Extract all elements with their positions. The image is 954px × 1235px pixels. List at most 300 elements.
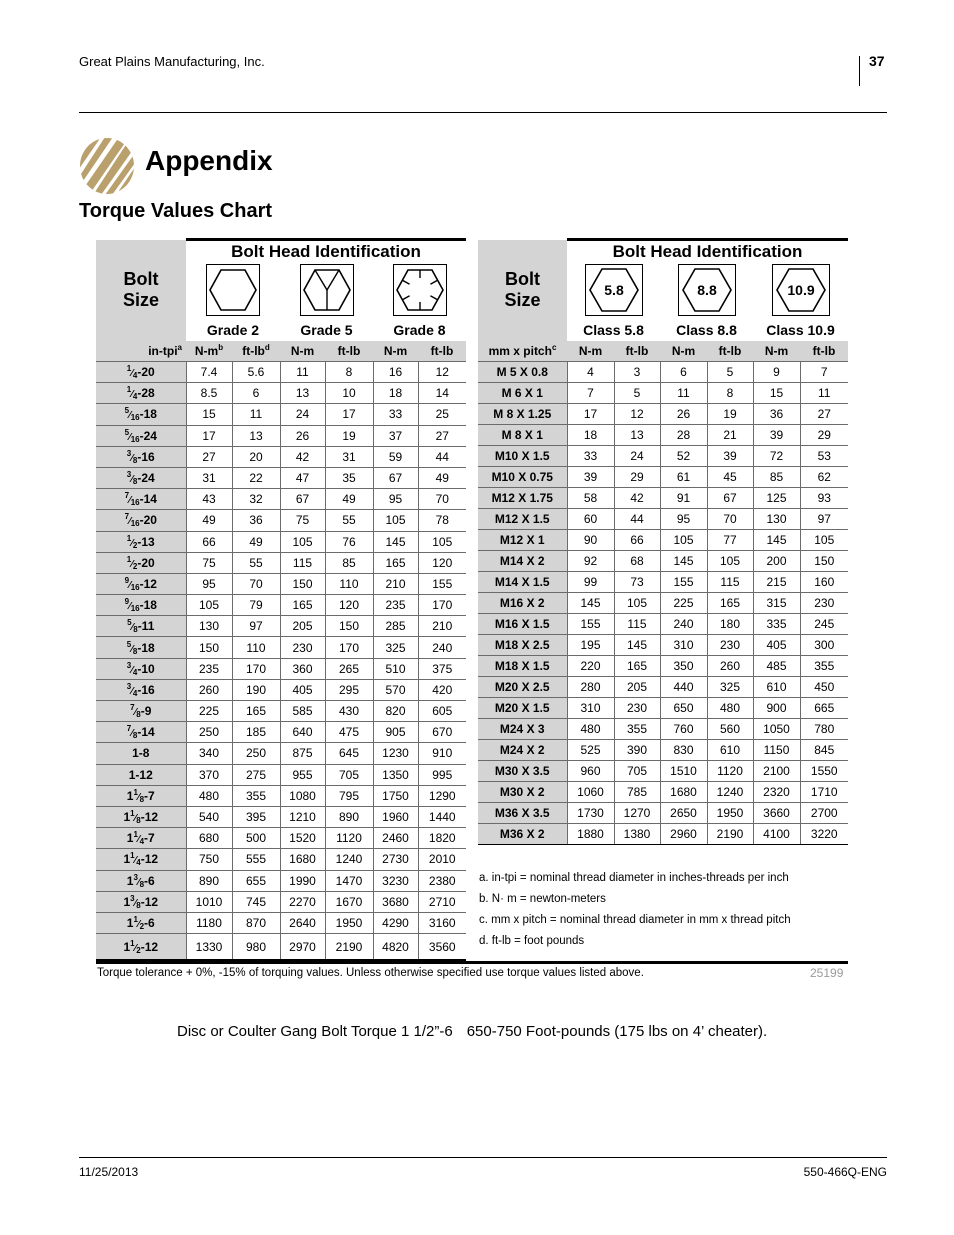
torque-value-cell: 115 (614, 614, 660, 635)
torque-value-cell: 39 (567, 467, 614, 488)
torque-value-cell: 60 (567, 509, 614, 530)
torque-value-cell: 1230 (373, 743, 418, 764)
torque-value-cell: 24 (614, 446, 660, 467)
torque-value-cell: 79 (232, 595, 280, 616)
torque-value-cell: 220 (567, 656, 614, 677)
metric-bolt-size-cell: M18 X 2.5 (478, 635, 567, 656)
torque-value-cell: 995 (418, 764, 466, 785)
torque-value-cell: 370 (186, 764, 232, 785)
torque-tolerance-note: Torque tolerance + 0%, -15% of torquing values. Unless otherwise specified use torque values listed above. (97, 967, 644, 979)
torque-value-cell: 2710 (418, 891, 466, 912)
metric-bolt-size-cell: M 8 X 1.25 (478, 404, 567, 425)
torque-value-cell: 105 (373, 510, 418, 531)
torque-value-cell: 1520 (280, 828, 325, 849)
torque-value-cell: 205 (614, 677, 660, 698)
torque-value-cell: 59 (373, 446, 418, 467)
torque-value-cell: 1880 (567, 824, 614, 845)
torque-value-cell: 14 (418, 383, 466, 404)
torque-value-cell: 4 (567, 362, 614, 383)
torque-value-cell: 12 (418, 362, 466, 383)
class-5-8-icon-cell (567, 263, 660, 319)
logo-wheat-icon (79, 137, 135, 195)
table-bottom-rule (96, 961, 848, 964)
torque-value-cell: 145 (567, 593, 614, 614)
torque-value-cell: 315 (753, 593, 800, 614)
table-row (96, 743, 466, 764)
torque-value-cell: 605 (418, 701, 466, 722)
torque-value-cell: 72 (753, 446, 800, 467)
torque-value-cell: 2730 (373, 849, 418, 870)
class-8-8-icon-cell (660, 263, 753, 319)
torque-value-cell: 1270 (614, 803, 660, 824)
table-row (96, 785, 466, 806)
torque-value-cell: 955 (280, 764, 325, 785)
torque-value-cell: 335 (753, 614, 800, 635)
torque-value-cell: 105 (280, 531, 325, 552)
torque-value-cell: 250 (186, 722, 232, 743)
table-row (478, 425, 848, 446)
table-row (96, 362, 466, 383)
grade-2-icon-cell (186, 263, 280, 319)
table-row (478, 530, 848, 551)
bolt-size-cell: $1^1⁄_4-12$ (96, 849, 186, 870)
table-row (478, 509, 848, 530)
torque-value-cell: 1670 (325, 891, 373, 912)
table-row (96, 849, 466, 870)
table-row (96, 912, 466, 933)
torque-value-cell: 240 (660, 614, 707, 635)
table-row (96, 552, 466, 573)
torque-value-cell: 115 (280, 552, 325, 573)
torque-value-cell: 26 (660, 404, 707, 425)
torque-value-cell: 93 (800, 488, 848, 509)
torque-value-cell: 960 (567, 761, 614, 782)
bolt-size-header: Bolt Size (96, 240, 186, 342)
torque-value-cell: 1210 (280, 806, 325, 827)
unit-header: N-m (280, 341, 325, 362)
metric-bolt-size-cell: M30 X 3.5 (478, 761, 567, 782)
table-row (96, 679, 466, 700)
torque-value-cell: 75 (280, 510, 325, 531)
torque-value-cell: 97 (232, 616, 280, 637)
metric-bolt-size-cell: M24 X 2 (478, 740, 567, 761)
torque-value-cell: 555 (232, 849, 280, 870)
table-row (478, 677, 848, 698)
grade-2-hex-icon (206, 264, 260, 316)
torque-value-cell: 145 (373, 531, 418, 552)
torque-value-cell: 90 (567, 530, 614, 551)
torque-value-cell: 55 (325, 510, 373, 531)
torque-value-cell: 355 (614, 719, 660, 740)
torque-value-cell: 325 (707, 677, 753, 698)
torque-value-cell: 11 (800, 383, 848, 404)
torque-value-cell: 42 (614, 488, 660, 509)
table-row (478, 719, 848, 740)
table-row (96, 934, 466, 961)
metric-bolt-size-cell: M18 X 1.5 (478, 656, 567, 677)
torque-value-cell: 210 (418, 616, 466, 637)
torque-value-cell: 760 (660, 719, 707, 740)
torque-value-cell: 17 (186, 425, 232, 446)
torque-value-cell: 820 (373, 701, 418, 722)
bolt-size-cell: 1-12 (96, 764, 186, 785)
torque-value-cell: 310 (567, 698, 614, 719)
torque-value-cell: 67 (707, 488, 753, 509)
torque-value-cell: 350 (660, 656, 707, 677)
torque-value-cell: 8.5 (186, 383, 232, 404)
footnote-d: d. ft-lb = foot pounds (479, 935, 585, 947)
table-row (478, 383, 848, 404)
torque-value-cell: 5 (614, 383, 660, 404)
torque-value-cell: 235 (373, 595, 418, 616)
metric-bolt-size-cell: M 8 X 1 (478, 425, 567, 446)
torque-value-cell: 99 (567, 572, 614, 593)
bolt-size-cell: $^1⁄_4-28$ (96, 383, 186, 404)
bolt-size-cell: $^1⁄_2-13$ (96, 531, 186, 552)
torque-value-cell: 76 (325, 531, 373, 552)
torque-value-cell: 39 (707, 446, 753, 467)
torque-value-cell: 115 (707, 572, 753, 593)
metric-bolt-size-cell: M36 X 2 (478, 824, 567, 845)
bolt-size-cell: $^3⁄_8-24$ (96, 467, 186, 488)
torque-value-cell: 49 (418, 467, 466, 488)
bolt-size-cell: $^5⁄_{16}-24$ (96, 425, 186, 446)
metric-unit-header: N-m (753, 341, 800, 362)
inch-torque-table (96, 238, 466, 962)
torque-value-cell: 33 (373, 404, 418, 425)
torque-value-cell: 2010 (418, 849, 466, 870)
torque-value-cell: 7 (567, 383, 614, 404)
torque-value-cell: 67 (280, 489, 325, 510)
torque-value-cell: 640 (280, 722, 325, 743)
grade-5-label: Grade 5 (300, 322, 353, 338)
torque-value-cell: 180 (707, 614, 753, 635)
torque-value-cell: 6 (232, 383, 280, 404)
torque-value-cell: 230 (800, 593, 848, 614)
bolt-size-cell: $^5⁄_{16}-18$ (96, 404, 186, 425)
table-row (96, 489, 466, 510)
footnote-c: c. mm x pitch = nominal thread diameter in mm x thread pitch (479, 914, 791, 926)
torque-value-cell: 890 (325, 806, 373, 827)
table-row (96, 722, 466, 743)
torque-value-cell: 27 (418, 425, 466, 446)
torque-value-cell: 910 (418, 743, 466, 764)
mm-pitch-header: mm x pitch$^c$ (478, 341, 567, 362)
torque-value-cell: 70 (232, 573, 280, 594)
torque-value-cell: 15 (753, 383, 800, 404)
metric-unit-header: N-m (567, 341, 614, 362)
torque-value-cell: 145 (614, 635, 660, 656)
torque-value-cell: 795 (325, 785, 373, 806)
torque-value-cell: 905 (373, 722, 418, 743)
disc-bolt-torque-note (177, 1023, 767, 1040)
torque-value-cell: 1180 (186, 912, 232, 933)
torque-value-cell: 1060 (567, 782, 614, 803)
bolt-size-cell: $1^1⁄_4-7$ (96, 828, 186, 849)
torque-value-cell: 120 (325, 595, 373, 616)
torque-value-cell: 52 (660, 446, 707, 467)
torque-value-cell: 780 (800, 719, 848, 740)
class-8-8-label: Class 8.8 (676, 322, 737, 338)
torque-value-cell: 2700 (800, 803, 848, 824)
torque-value-cell: 61 (660, 467, 707, 488)
torque-value-cell: 6 (660, 362, 707, 383)
metric-bolt-size-cell: M 6 X 1 (478, 383, 567, 404)
torque-value-cell: 70 (707, 509, 753, 530)
table-row (478, 635, 848, 656)
torque-value-cell: 53 (800, 446, 848, 467)
torque-value-cell: 355 (800, 656, 848, 677)
torque-value-cell: 875 (280, 743, 325, 764)
torque-value-cell: 105 (614, 593, 660, 614)
bolt-size-cell: $^5⁄_8-18$ (96, 637, 186, 658)
torque-value-cell: 1990 (280, 870, 325, 891)
torque-value-cell: 26 (280, 425, 325, 446)
table-row (478, 803, 848, 824)
torque-value-cell: 980 (232, 934, 280, 961)
metric-bolt-size-cell: M20 X 1.5 (478, 698, 567, 719)
torque-value-cell: 1080 (280, 785, 325, 806)
torque-value-cell: 890 (186, 870, 232, 891)
torque-value-cell: 44 (418, 446, 466, 467)
torque-value-cell: 73 (614, 572, 660, 593)
torque-value-cell: 105 (186, 595, 232, 616)
grade-8-label: Grade 8 (393, 322, 446, 338)
class-5-8-label: Class 5.8 (583, 322, 644, 338)
torque-value-cell: 2190 (707, 824, 753, 845)
table-row (96, 595, 466, 616)
bolt-size-cell: $1^3⁄_8-6$ (96, 870, 186, 891)
torque-value-cell: 845 (800, 740, 848, 761)
metric-bolt-size-cell: M 5 X 0.8 (478, 362, 567, 383)
torque-value-cell: 4820 (373, 934, 418, 961)
torque-value-cell: 225 (186, 701, 232, 722)
unit-header: ft-lb (325, 341, 373, 362)
footnotes (479, 868, 849, 952)
metric-unit-header: ft-lb (800, 341, 848, 362)
bolt-head-id-title: Bolt Head Identification (186, 240, 466, 264)
torque-value-cell: 130 (186, 616, 232, 637)
bolt-size-cell: $^7⁄_8-14$ (96, 722, 186, 743)
torque-value-cell: 17 (567, 404, 614, 425)
page-heading: Appendix (145, 145, 273, 176)
torque-value-cell: 1120 (325, 828, 373, 849)
torque-value-cell: 67 (373, 467, 418, 488)
torque-value-cell: 85 (753, 467, 800, 488)
torque-value-cell: 5.6 (232, 362, 280, 383)
torque-value-cell: 77 (707, 530, 753, 551)
torque-value-cell: 2100 (753, 761, 800, 782)
torque-value-cell: 75 (186, 552, 232, 573)
torque-value-cell: 785 (614, 782, 660, 803)
torque-value-cell: 245 (800, 614, 848, 635)
metric-bolt-size-cell: M30 X 2 (478, 782, 567, 803)
torque-value-cell: 900 (753, 698, 800, 719)
bolt-size-cell: 1-8 (96, 743, 186, 764)
torque-value-cell: 540 (186, 806, 232, 827)
torque-value-cell: 450 (800, 677, 848, 698)
torque-value-cell: 13 (614, 425, 660, 446)
metric-bolt-size-cell: M20 X 2.5 (478, 677, 567, 698)
torque-value-cell: 11 (660, 383, 707, 404)
torque-value-cell: 19 (325, 425, 373, 446)
torque-value-cell: 43 (186, 489, 232, 510)
torque-value-cell: 165 (614, 656, 660, 677)
torque-value-cell: 2970 (280, 934, 325, 961)
torque-value-cell: 20 (232, 446, 280, 467)
table-row (96, 658, 466, 679)
torque-value-cell: 230 (614, 698, 660, 719)
torque-value-cell: 395 (232, 806, 280, 827)
torque-value-cell: 1440 (418, 806, 466, 827)
torque-value-cell: 190 (232, 679, 280, 700)
torque-value-cell: 645 (325, 743, 373, 764)
torque-value-cell: 4100 (753, 824, 800, 845)
disc-bolt-label: Disc or Coulter Gang Bolt Torque 1 1/2”-6 (177, 1023, 453, 1040)
table-row (96, 446, 466, 467)
torque-value-cell: 360 (280, 658, 325, 679)
bolt-size-cell: $1^1⁄_2-12$ (96, 934, 186, 961)
torque-value-cell: 1350 (373, 764, 418, 785)
torque-value-cell: 215 (753, 572, 800, 593)
torque-value-cell: 18 (567, 425, 614, 446)
metric-bolt-head-id-title: Bolt Head Identification (567, 240, 848, 264)
table-row (478, 614, 848, 635)
metric-torque-table (478, 238, 848, 845)
torque-value-cell: 8 (707, 383, 753, 404)
metric-bolt-size-cell: M14 X 2 (478, 551, 567, 572)
page-number: 37 (869, 53, 885, 69)
torque-value-cell: 150 (800, 551, 848, 572)
torque-value-cell: 230 (280, 637, 325, 658)
torque-value-cell: 91 (660, 488, 707, 509)
bolt-size-cell: $^3⁄_4-10$ (96, 658, 186, 679)
torque-value-cell: 225 (660, 593, 707, 614)
torque-value-cell: 1730 (567, 803, 614, 824)
torque-value-cell: 1470 (325, 870, 373, 891)
torque-value-cell: 2640 (280, 912, 325, 933)
torque-value-cell: 275 (232, 764, 280, 785)
torque-value-cell: 150 (186, 637, 232, 658)
header-divider (859, 56, 860, 86)
torque-value-cell: 3660 (753, 803, 800, 824)
torque-value-cell: 1820 (418, 828, 466, 849)
torque-value-cell: 195 (567, 635, 614, 656)
unit-header: $ft-lb^d$ (232, 341, 280, 362)
torque-value-cell: 55 (232, 552, 280, 573)
torque-value-cell: 28 (660, 425, 707, 446)
footnote-b: b. N· m = newton-meters (479, 893, 606, 905)
torque-value-cell: 85 (325, 552, 373, 573)
torque-value-cell: 3560 (418, 934, 466, 961)
torque-value-cell: 1380 (614, 824, 660, 845)
class-10-9-label: Class 10.9 (766, 322, 835, 338)
table-row (96, 701, 466, 722)
torque-value-cell: 165 (707, 593, 753, 614)
torque-value-cell: 705 (614, 761, 660, 782)
bolt-size-cell: $^1⁄_4-20$ (96, 362, 186, 383)
torque-value-cell: 32 (232, 489, 280, 510)
metric-bolt-size-cell: M24 X 3 (478, 719, 567, 740)
torque-value-cell: 570 (373, 679, 418, 700)
torque-value-cell: 2960 (660, 824, 707, 845)
footnote-a: a. in-tpi = nominal thread diameter in inches-threads per inch (479, 872, 789, 884)
table-row (478, 467, 848, 488)
torque-value-cell: 49 (325, 489, 373, 510)
torque-value-cell: 1330 (186, 934, 232, 961)
torque-value-cell: 260 (707, 656, 753, 677)
torque-value-cell: 3230 (373, 870, 418, 891)
torque-value-cell: 680 (186, 828, 232, 849)
torque-value-cell: 390 (614, 740, 660, 761)
table-row (96, 425, 466, 446)
torque-value-cell: 265 (325, 658, 373, 679)
torque-value-cell: 145 (660, 551, 707, 572)
torque-value-cell: 170 (418, 595, 466, 616)
torque-value-cell: 9 (753, 362, 800, 383)
torque-value-cell: 44 (614, 509, 660, 530)
torque-value-cell: 165 (280, 595, 325, 616)
torque-value-cell: 585 (280, 701, 325, 722)
torque-value-cell: 49 (232, 531, 280, 552)
torque-value-cell: 13 (280, 383, 325, 404)
torque-value-cell: 150 (280, 573, 325, 594)
footer-doc-number: 550-466Q-ENG (803, 1165, 887, 1179)
grade-8-hex-icon (393, 264, 447, 316)
torque-value-cell: 500 (232, 828, 280, 849)
table-row (478, 824, 848, 845)
torque-value-cell: 325 (373, 637, 418, 658)
table-row (478, 740, 848, 761)
torque-value-cell: 8 (325, 362, 373, 383)
bolt-size-cell: $1^3⁄_8-12$ (96, 891, 186, 912)
torque-value-cell: 37 (373, 425, 418, 446)
metric-bolt-size-cell: M10 X 1.5 (478, 446, 567, 467)
torque-value-cell: 280 (567, 677, 614, 698)
image-number: 25199 (810, 966, 844, 980)
bolt-size-cell: $^7⁄_{16}-14$ (96, 489, 186, 510)
table-row (478, 698, 848, 719)
svg-text:5.8: 5.8 (603, 281, 624, 298)
torque-value-cell: 22 (232, 467, 280, 488)
table-row (478, 593, 848, 614)
torque-value-cell: 2650 (660, 803, 707, 824)
torque-value-cell: 36 (232, 510, 280, 531)
torque-value-cell: 310 (660, 635, 707, 656)
torque-value-cell: 5 (707, 362, 753, 383)
torque-value-cell: 95 (186, 573, 232, 594)
torque-value-cell: 235 (186, 658, 232, 679)
table-row (478, 761, 848, 782)
metric-bolt-size-cell: M12 X 1 (478, 530, 567, 551)
torque-value-cell: 165 (232, 701, 280, 722)
torque-value-cell: 97 (800, 509, 848, 530)
table-row (478, 782, 848, 803)
torque-value-cell: 19 (707, 404, 753, 425)
torque-value-cell: 11 (232, 404, 280, 425)
torque-value-cell: 205 (280, 616, 325, 637)
torque-value-cell: 750 (186, 849, 232, 870)
torque-value-cell: 200 (753, 551, 800, 572)
torque-value-cell: 125 (753, 488, 800, 509)
table-row (96, 616, 466, 637)
torque-value-cell: 210 (373, 573, 418, 594)
torque-value-cell: 120 (418, 552, 466, 573)
torque-value-cell: 1680 (660, 782, 707, 803)
bolt-size-cell: $1^1⁄_8-7$ (96, 785, 186, 806)
torque-value-cell: 25 (418, 404, 466, 425)
header-rule (79, 112, 887, 113)
